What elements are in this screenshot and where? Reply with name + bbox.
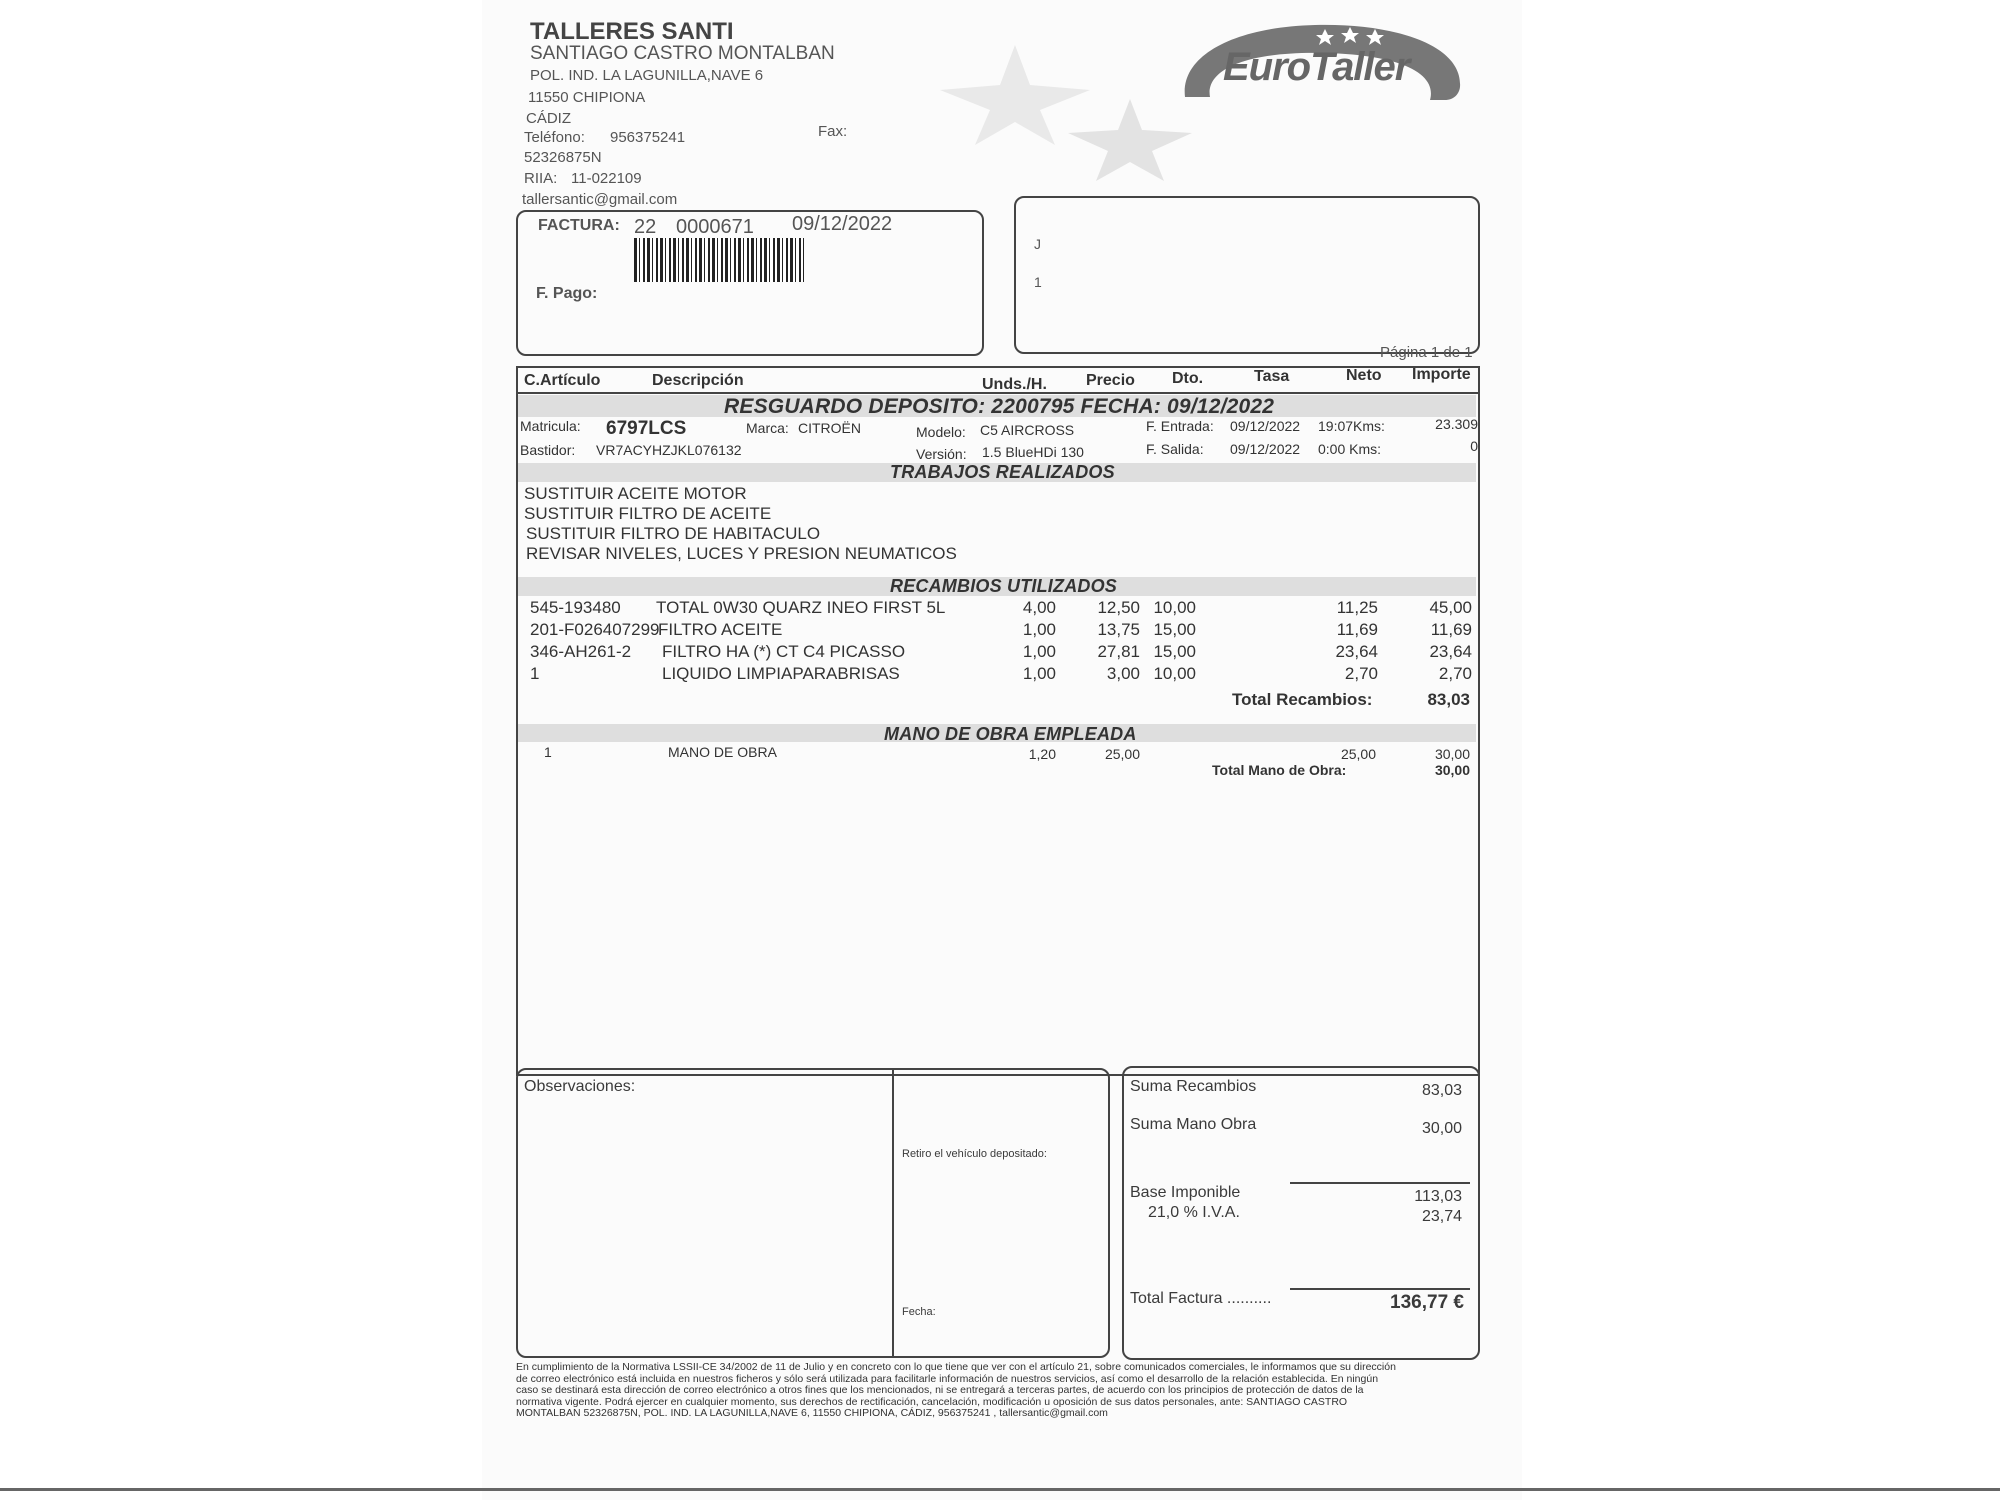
logo-text: EuroTaller bbox=[1223, 45, 1410, 89]
totals-divider-2 bbox=[1290, 1288, 1470, 1290]
mano-obra-total: 30,00 bbox=[1434, 762, 1470, 778]
recambios-total-label: Total Recambios: bbox=[1232, 690, 1373, 709]
bastidor-value: VR7ACYHZJKL076132 bbox=[596, 442, 742, 458]
recambio-price: 3,00 bbox=[1106, 664, 1140, 683]
version-label: Versión: bbox=[916, 446, 967, 462]
retiro-label: Retiro el vehículo depositado: bbox=[902, 1148, 1047, 1160]
company-owner: SANTIAGO CASTRO MONTALBAN bbox=[530, 43, 835, 64]
recambio-code: 545-193480 bbox=[530, 598, 621, 617]
col-header-description: Descripción bbox=[652, 372, 744, 389]
col-header-discount: Dto. bbox=[1172, 370, 1204, 387]
recambio-importe: 45,00 bbox=[1429, 598, 1472, 617]
mano-obra-row-neto: 25,00 bbox=[1340, 746, 1376, 762]
recambio-price: 13,75 bbox=[1097, 620, 1140, 639]
base-label: Base Imponible bbox=[1130, 1184, 1241, 1201]
salida-kms: 0 bbox=[1470, 438, 1478, 454]
recambio-price: 27,81 bbox=[1097, 642, 1140, 661]
col-header-code: C.Artículo bbox=[524, 372, 601, 389]
marca-label: Marca: bbox=[746, 420, 789, 436]
bastidor-label: Bastidor: bbox=[520, 442, 576, 458]
mano-obra-row-desc: MANO DE OBRA bbox=[668, 744, 777, 760]
trabajo-item: SUSTITUIR FILTRO DE HABITACULO bbox=[526, 524, 821, 543]
invoice-series: 22 bbox=[634, 216, 657, 238]
col-header-net: Neto bbox=[1346, 367, 1382, 384]
payment-label: F. Pago: bbox=[536, 285, 598, 302]
modelo-value: C5 AIRCROSS bbox=[980, 422, 1075, 438]
recambio-code: 346-AH261-2 bbox=[530, 642, 632, 661]
recambio-desc: FILTRO HA (*) CT C4 PICASSO bbox=[662, 642, 906, 661]
client-line-1: J bbox=[1034, 236, 1041, 252]
recambio-units: 1,00 bbox=[1022, 642, 1056, 661]
matricula-label: Matricula: bbox=[520, 418, 581, 434]
observations-label: Observaciones: bbox=[524, 1078, 636, 1095]
entrada-label: F. Entrada: bbox=[1146, 418, 1214, 434]
recambio-neto: 11,25 bbox=[1336, 598, 1378, 617]
recambio-units: 4,00 bbox=[1022, 598, 1056, 617]
trabajo-item: REVISAR NIVELES, LUCES Y PRESION NEUMATICOS bbox=[526, 544, 957, 563]
company-riia-label: RIIA: bbox=[524, 170, 558, 187]
company-name: TALLERES SANTI bbox=[530, 18, 734, 45]
iva-label: 21,0 % I.V.A. bbox=[1148, 1204, 1240, 1221]
company-nif: 52326875N bbox=[524, 149, 602, 166]
matricula-value: 6797LCS bbox=[606, 418, 687, 439]
fecha-label: Fecha: bbox=[902, 1306, 936, 1318]
observations-box bbox=[516, 1068, 1110, 1358]
totals-divider-1 bbox=[1290, 1182, 1470, 1184]
modelo-label: Modelo: bbox=[916, 424, 966, 440]
recambio-dto: 15,00 bbox=[1153, 642, 1196, 661]
version-value: 1.5 BlueHDi 130 bbox=[982, 444, 1084, 460]
legal-text: En cumplimiento de la Normativa LSSII-CE 34/2002 de 11 de Julio y en concreto con lo que tiene que ver con el artículo 21, sobre comunicados comerciales, le informamos que su dirección de correo electrónico está incluida en nuestros ficheros y sólo será utilizada para facilitarle información de nuestros servicios, así como el desarrollo de la relación establecida. En ningún caso se destinará esta dirección de correo electrónico a otros fines que los mencionados, ni se entregará a terceras partes, de acuerdo con los principios de protección de datos de la normativa vigente. Podrá ejercer en cualquier momento, sus derechos de rectificación, cancelación, modificación u oposición de sus datos personales, ante: SANTIAGO CASTRO MONTALBAN 52326875N, POL. IND. LA LAGUNILLA,NAVE 6, 11550 CHIPIONA, CÁDIZ, 956375241 , tallersantic@gmail.com bbox=[516, 1361, 1396, 1419]
company-address: POL. IND. LA LAGUNILLA,NAVE 6 bbox=[530, 67, 764, 84]
invoice-number: 0000671 bbox=[676, 216, 754, 238]
observations-divider bbox=[892, 1068, 894, 1356]
suma-recambios-value: 83,03 bbox=[1421, 1082, 1462, 1099]
recambio-neto: 11,69 bbox=[1336, 620, 1378, 639]
client-line-2: 1 bbox=[1034, 274, 1042, 290]
eurotaller-logo bbox=[1175, 15, 1470, 105]
trabajos-title: TRABAJOS REALIZADOS bbox=[890, 462, 1115, 482]
scan-edge bbox=[0, 1488, 2000, 1491]
client-box bbox=[1014, 196, 1480, 354]
recambio-price: 12,50 bbox=[1097, 598, 1140, 617]
col-header-amount: Importe bbox=[1412, 366, 1471, 383]
company-email: tallersantic@gmail.com bbox=[522, 191, 678, 208]
col-header-units: Unds./H. bbox=[982, 376, 1047, 393]
salida-label: F. Salida: bbox=[1146, 441, 1204, 457]
invoice-label: FACTURA: bbox=[538, 217, 620, 234]
company-phone-label: Teléfono: bbox=[524, 129, 585, 146]
recambio-code: 201-F026407299 bbox=[530, 620, 660, 639]
entrada-date: 09/12/2022 bbox=[1230, 418, 1301, 434]
mano-obra-row-code: 1 bbox=[544, 744, 552, 760]
deposit-title: RESGUARDO DEPOSITO: 2200795 FECHA: 09/12/2022 bbox=[724, 395, 1275, 418]
recambios-title: RECAMBIOS UTILIZADOS bbox=[890, 576, 1117, 596]
company-province: CÁDIZ bbox=[526, 110, 571, 127]
entrada-kms: 23.309 bbox=[1435, 416, 1478, 432]
iva-value: 23,74 bbox=[1421, 1208, 1462, 1225]
company-city: 11550 CHIPIONA bbox=[528, 89, 646, 106]
mano-obra-title: MANO DE OBRA EMPLEADA bbox=[884, 724, 1137, 744]
recambio-importe: 23,64 bbox=[1429, 642, 1472, 661]
recambio-dto: 10,00 bbox=[1153, 664, 1196, 683]
suma-recambios-label: Suma Recambios bbox=[1130, 1078, 1257, 1095]
trabajo-item: SUSTITUIR ACEITE MOTOR bbox=[524, 484, 747, 503]
recambio-dto: 10,00 bbox=[1153, 598, 1196, 617]
recambio-neto: 2,70 bbox=[1344, 664, 1378, 683]
page-indicator: Página 1 de 1 bbox=[1380, 344, 1473, 361]
recambios-total: 83,03 bbox=[1427, 690, 1470, 709]
salida-time-kms: 0:00 Kms: bbox=[1318, 441, 1382, 457]
suma-mano-obra-label: Suma Mano Obra bbox=[1130, 1116, 1257, 1133]
salida-date: 09/12/2022 bbox=[1230, 441, 1301, 457]
recambio-importe: 11,69 bbox=[1430, 620, 1472, 639]
mano-obra-row-importe: 30,00 bbox=[1434, 746, 1470, 762]
base-value: 113,03 bbox=[1414, 1188, 1462, 1205]
suma-mano-obra-value: 30,00 bbox=[1421, 1120, 1462, 1137]
total-factura-label: Total Factura .......... bbox=[1130, 1290, 1272, 1307]
recambio-desc: TOTAL 0W30 QUARZ INEO FIRST 5L bbox=[656, 598, 946, 617]
recambio-units: 1,00 bbox=[1022, 620, 1056, 639]
recambio-neto: 23,64 bbox=[1335, 642, 1378, 661]
company-riia: 11-022109 bbox=[571, 170, 642, 187]
star-watermark-icon bbox=[1060, 95, 1200, 185]
recambio-desc: FILTRO ACEITE bbox=[658, 620, 783, 639]
recambio-importe: 2,70 bbox=[1438, 664, 1472, 683]
invoice-date: 09/12/2022 bbox=[792, 213, 893, 235]
recambio-code: 1 bbox=[530, 664, 540, 683]
company-phone: 956375241 bbox=[610, 129, 686, 146]
mano-obra-total-label: Total Mano de Obra: bbox=[1212, 762, 1347, 778]
company-fax-label: Fax: bbox=[818, 123, 848, 140]
entrada-time-kms: 19:07Kms: bbox=[1318, 418, 1385, 434]
total-factura-value: 136,77 € bbox=[1390, 1292, 1464, 1313]
recambio-units: 1,00 bbox=[1022, 664, 1056, 683]
barcode bbox=[634, 238, 804, 282]
mano-obra-row-units: 1,20 bbox=[1028, 746, 1056, 762]
trabajo-item: SUSTITUIR FILTRO DE ACEITE bbox=[524, 504, 772, 523]
col-header-price: Precio bbox=[1086, 372, 1135, 389]
marca-value: CITROËN bbox=[798, 420, 861, 436]
recambio-dto: 15,00 bbox=[1153, 620, 1196, 639]
recambio-desc: LIQUIDO LIMPIAPARABRISAS bbox=[662, 664, 900, 683]
col-header-tax: Tasa bbox=[1254, 368, 1290, 385]
mano-obra-row-price: 25,00 bbox=[1104, 746, 1140, 762]
